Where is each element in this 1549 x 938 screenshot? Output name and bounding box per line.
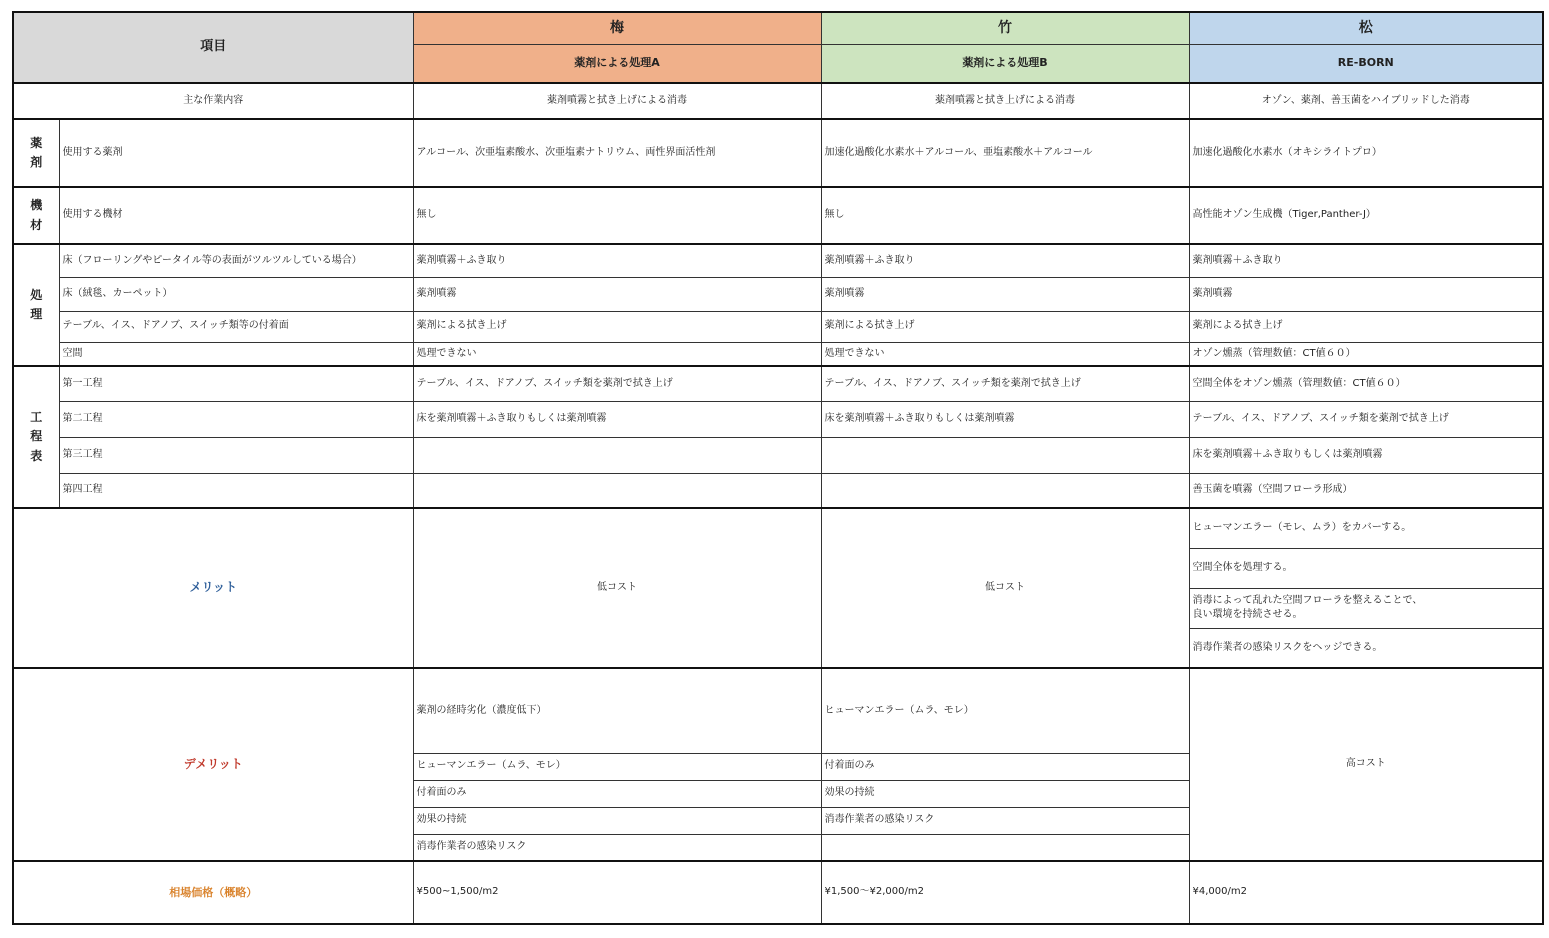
process-row-matsu: 空間全体をオゾン燻蒸（管理数値：CT値６０） [1189,366,1543,401]
category-process-text: 工程表 [30,410,43,463]
plan-ume-name: 梅 [413,12,821,44]
process-row-ume: 床を薬剤噴霧＋ふき取りもしくは薬剤噴霧 [413,401,821,437]
merit-matsu-line: 良い環境を持続させる。 [1192,609,1303,620]
demerit-ume-item: ヒューマンエラー（ムラ、モレ） [413,753,821,780]
treatment-row-ume: 薬剤噴霧 [413,277,821,311]
demerit-matsu: 高コスト [1189,668,1543,861]
merit-ume: 低コスト [413,508,821,668]
category-chemicals [13,119,59,187]
process-row-label: 第四工程 [59,473,413,508]
main-work-ume: 薬剤噴霧と拭き上げによる消毒 [413,83,821,119]
treatment-row-label: 床（絨毯、カーペット） [59,277,413,311]
category-treatment-text: 処理 [30,287,43,321]
price-take: ¥1,500〜¥2,000/m2 [821,861,1189,924]
equipment-matsu: 高性能オゾン生成機（Tiger,Panther-J） [1189,187,1543,244]
plan-matsu-name: 松 [1189,12,1543,44]
process-row-take [821,437,1189,473]
category-equipment-text: 機材 [30,198,43,232]
main-work-matsu: オゾン、薬剤、善玉菌をハイブリッドした消毒 [1189,83,1543,119]
process-row-matsu: 善玉菌を噴霧（空間フローラ形成） [1189,473,1543,508]
process-row-take: 床を薬剤噴霧＋ふき取りもしくは薬剤噴霧 [821,401,1189,437]
header-item: 項目 [13,12,413,83]
treatment-row-label: テーブル、イス、ドアノブ、スイッチ類等の付着面 [59,311,413,342]
process-row-take: テーブル、イス、ドアノブ、スイッチ類を薬剤で拭き上げ [821,366,1189,401]
treatment-row-matsu: 薬剤噴霧＋ふき取り [1189,244,1543,277]
demerit-take-item [821,834,1189,861]
chemicals-ume: アルコール、次亜塩素酸水、次亜塩素ナトリウム、両性界面活性剤 [413,119,821,187]
treatment-row-take: 薬剤による拭き上げ [821,311,1189,342]
demerit-take-item: 付着面のみ [821,753,1189,780]
process-row-ume [413,473,821,508]
process-row-matsu: 床を薬剤噴霧＋ふき取りもしくは薬剤噴霧 [1189,437,1543,473]
comparison-table [12,11,1544,925]
equipment-label: 使用する機材 [59,187,413,244]
main-work-take: 薬剤噴霧と拭き上げによる消毒 [821,83,1189,119]
demerit-take-item: 消毒作業者の感染リスク [821,807,1189,834]
demerit-ume-item: 薬剤の経時劣化（濃度低下） [413,668,821,753]
merit-matsu-item: 消毒作業者の感染リスクをヘッジできる。 [1189,628,1543,668]
chemicals-take: 加速化過酸化水素水＋アルコール、亜塩素酸水＋アルコール [821,119,1189,187]
treatment-row-matsu: 薬剤による拭き上げ [1189,311,1543,342]
treatment-row-take: 処理できない [821,342,1189,366]
plan-matsu-subtitle: RE-BORN [1189,44,1543,83]
treatment-row-label: 床（フローリングやピータイル等の表面がツルツルしている場合） [59,244,413,277]
category-equipment [13,187,59,244]
process-row-label: 第三工程 [59,437,413,473]
price-label: 相場価格（概略） [13,861,413,924]
merit-take: 低コスト [821,508,1189,668]
equipment-ume: 無し [413,187,821,244]
treatment-row-matsu: 薬剤噴霧 [1189,277,1543,311]
process-row-label: 第二工程 [59,401,413,437]
merit-matsu-item [1189,588,1543,628]
chemicals-matsu: 加速化過酸化水素水（オキシライトプロ） [1189,119,1543,187]
demerit-ume-item: 付着面のみ [413,780,821,807]
category-treatment [13,244,59,366]
process-row-take [821,473,1189,508]
plan-take-name: 竹 [821,12,1189,44]
process-row-ume: テーブル、イス、ドアノブ、スイッチ類を薬剤で拭き上げ [413,366,821,401]
chemicals-label: 使用する薬剤 [59,119,413,187]
category-chemicals-text: 薬剤 [30,135,43,169]
category-process [13,366,59,508]
main-work-label: 主な作業内容 [13,83,413,119]
demerit-take-item: ヒューマンエラー（ムラ、モレ） [821,668,1189,753]
merit-matsu-item: 空間全体を処理する。 [1189,548,1543,588]
merit-label: メリット [13,508,413,668]
treatment-row-ume: 処理できない [413,342,821,366]
price-ume: ¥500~1,500/m2 [413,861,821,924]
treatment-row-ume: 薬剤噴霧＋ふき取り [413,244,821,277]
treatment-row-label: 空間 [59,342,413,366]
treatment-row-ume: 薬剤による拭き上げ [413,311,821,342]
merit-matsu-item: ヒューマンエラー（モレ、ムラ）をカバーする。 [1189,508,1543,548]
treatment-row-take: 薬剤噴霧＋ふき取り [821,244,1189,277]
plan-take-subtitle: 薬剤による処理B [821,44,1189,83]
plan-ume-subtitle: 薬剤による処理A [413,44,821,83]
demerit-label: デメリット [13,668,413,861]
process-row-label: 第一工程 [59,366,413,401]
demerit-ume-item: 消毒作業者の感染リスク [413,834,821,861]
process-row-ume [413,437,821,473]
treatment-row-matsu: オゾン燻蒸（管理数値：CT値６０） [1189,342,1543,366]
equipment-take: 無し [821,187,1189,244]
process-row-matsu: テーブル、イス、ドアノブ、スイッチ類を薬剤で拭き上げ [1189,401,1543,437]
demerit-ume-item: 効果の持続 [413,807,821,834]
price-matsu: ¥4,000/m2 [1189,861,1543,924]
treatment-row-take: 薬剤噴霧 [821,277,1189,311]
demerit-take-item: 効果の持続 [821,780,1189,807]
merit-matsu-line: 消毒によって乱れた空間フローラを整えることで、 [1192,594,1423,606]
